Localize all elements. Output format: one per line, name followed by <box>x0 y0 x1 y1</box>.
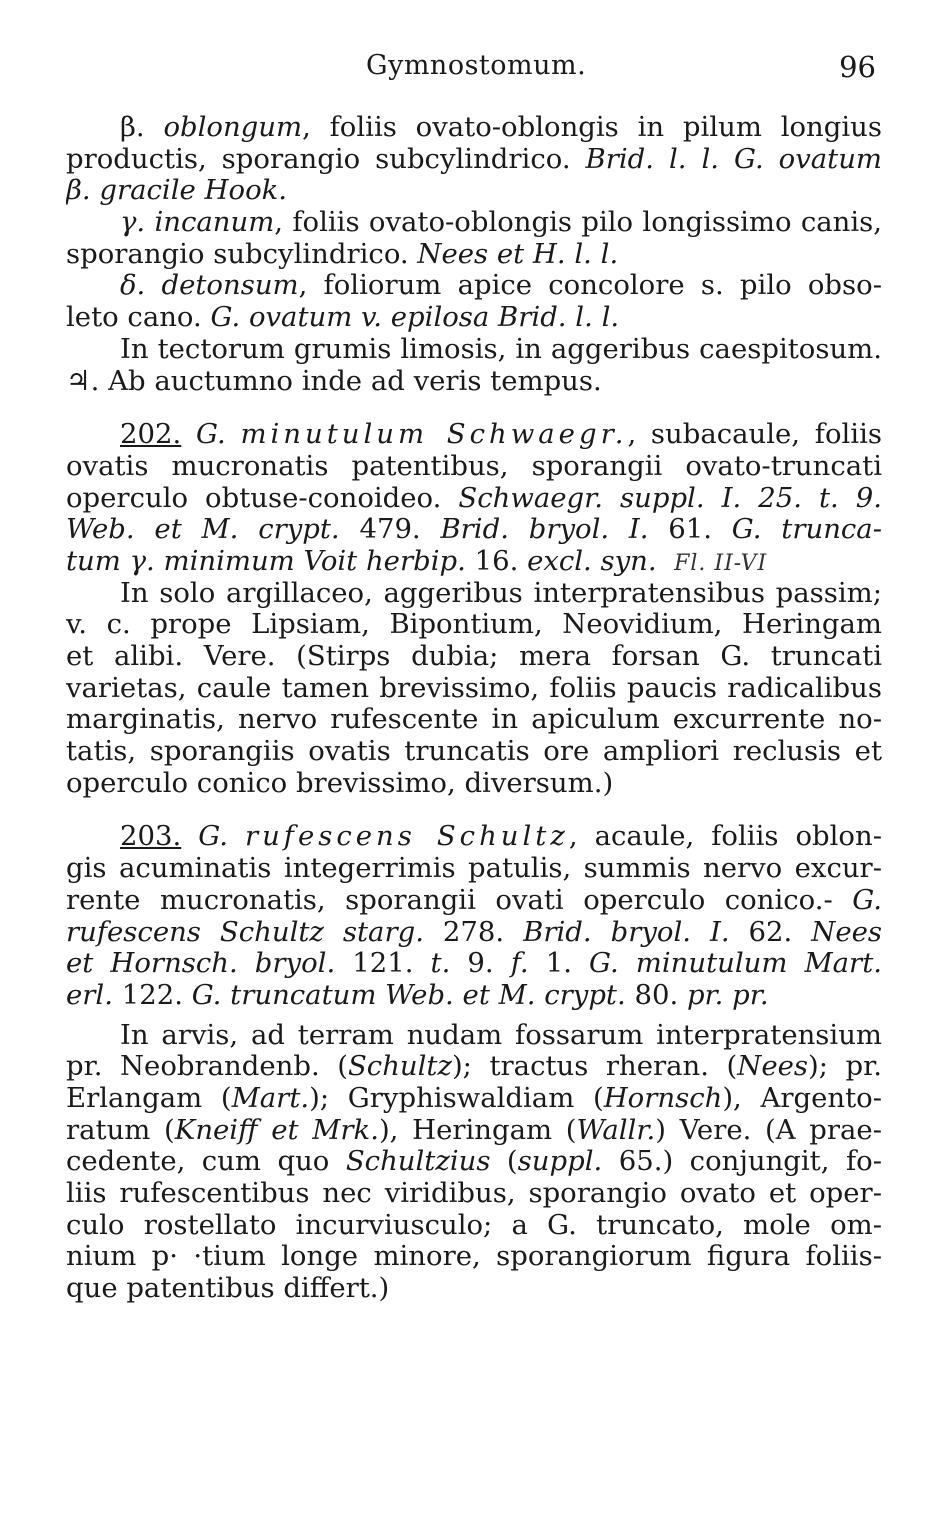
habitat-202-line-5: marginatis, nervo rufescente in apiculum excurrente no- <box>66 704 882 736</box>
species-name: rufescens Schultz <box>244 821 569 853</box>
variety-delta-line-1: δ. detonsum, foliorum apice concolore s. pilo obso- <box>120 270 882 302</box>
habitat-203-line-3: Erlangam (Mart.); Gryphiswaldiam (Hornsch), Argento- <box>66 1082 882 1114</box>
running-title: Gymnostomum. <box>366 50 587 81</box>
habitat-202-line-4: varietas, caule tamen brevissimo, foliis paucis radicalibus <box>66 672 882 704</box>
habitat-202-line-1: In solo argillaceo, aggeribus interpratensibus passim; <box>120 577 882 609</box>
handwritten-note: Fl. II-VI <box>674 550 768 576</box>
entry-203-line-1: 203. G. rufescens Schultz, acaule, foliis oblon- <box>120 821 882 853</box>
variety-beta-line-2: productis, sporangio subcylindrico. Brid. l. l. G. ovatum <box>66 143 882 175</box>
entry-203-line-4: rufescens Schultz starg. 278. Brid. bryol. I. 62. Nees <box>66 916 882 948</box>
habitat-201-line-2: ♃. Ab auctumno inde ad veris tempus. <box>66 365 602 397</box>
habitat-203-line-1: In arvis, ad terram nudam fossarum interpratensium <box>120 1019 882 1051</box>
entry-203-line-3: rente mucronatis, sporangii ovati operculo conico.- G. <box>66 884 882 916</box>
habitat-203-line-2: pr. Neobrandenb. (Schultz); tractus rheran. (Nees); pr. <box>66 1051 882 1083</box>
habitat-202-line-3: et alibi. Vere. (Stirps dubia; mera forsan G. truncati <box>66 641 882 672</box>
page-body <box>66 112 882 1305</box>
habitat-201-line-1: In tectorum grumis limosis, in aggeribus caespitosum. <box>120 333 882 365</box>
habitat-203-line-4: ratum (Kneiff et Mrk.), Heringam (Wallr.) Vere. (A prae- <box>66 1114 882 1146</box>
habitat-203-line-6: liis rufescentibus nec viridibus, sporangio ovato et oper- <box>66 1178 882 1209</box>
entry-202-line-2: ovatis mucronatis patentibus, sporangii ovato-truncati <box>66 450 882 482</box>
variety-delta-line-2: leto cano. G. ovatum v. epilosa Brid. l. l. <box>66 302 620 334</box>
page-number: 96 <box>839 50 876 84</box>
species-name: minutulum Schwaegr. <box>240 419 628 451</box>
entry-202-line-1: 202. G. minutulum Schwaegr., subacaule, foliis <box>120 419 882 451</box>
entry-202-line-4: Web. et M. crypt. 479. Brid. bryol. I. 61. G. trunca- <box>66 514 882 546</box>
habitat-203-line-8: nium p· ·tium longe minore, sporangiorum figura foliis- <box>66 1241 882 1273</box>
page-header <box>66 50 880 90</box>
entry-202-line-3: operculo obtuse-conoideo. Schwaegr. suppl. I. 25. t. 9. <box>66 482 882 514</box>
variety-beta-line-3: β. gracile Hook. <box>66 175 288 207</box>
habitat-203-line-7: culo rostellato incurviusculo; a G. truncato, mole om- <box>66 1209 882 1241</box>
entry-number: 203. <box>120 821 182 853</box>
habitat-202-line-2: v. c. prope Lipsiam, Bipontium, Neovidium, Heringam <box>66 609 882 641</box>
entry-203-line-2: gis acuminatis integerrimis patulis, summis nervo excur- <box>66 853 882 885</box>
habitat-202-line-7: operculo conico brevissimo, diversum.) <box>66 767 614 799</box>
variety-beta-line-1: β. oblongum, foliis ovato-oblongis in pilum longius <box>120 112 882 143</box>
variety-gamma-line-2: sporangio subcylindrico. Nees et H. l. l. <box>66 238 619 270</box>
habitat-202-line-6: tatis, sporangiis ovatis truncatis ore ampliori reclusis et <box>66 736 882 768</box>
variety-gamma-line-1: γ. incanum, foliis ovato-oblongis pilo longissimo canis, <box>120 207 882 239</box>
entry-203-line-5: et Hornsch. bryol. 121. t. 9. f. 1. G. minutulum Mart. <box>66 948 882 980</box>
entry-202-line-5: tum γ. minimum Voit herbip. 16. excl. syn. Fl. II-VI <box>66 545 768 577</box>
habitat-203-line-5: cedente, cum quo Schultzius (suppl. 65.) conjungit, fo- <box>66 1146 882 1178</box>
entry-number: 202. <box>120 419 182 451</box>
entry-203-line-6: erl. 122. G. truncatum Web. et M. crypt. 80. pr. pr. <box>66 979 769 1011</box>
habitat-203-line-9: que patentibus differt.) <box>66 1273 390 1305</box>
